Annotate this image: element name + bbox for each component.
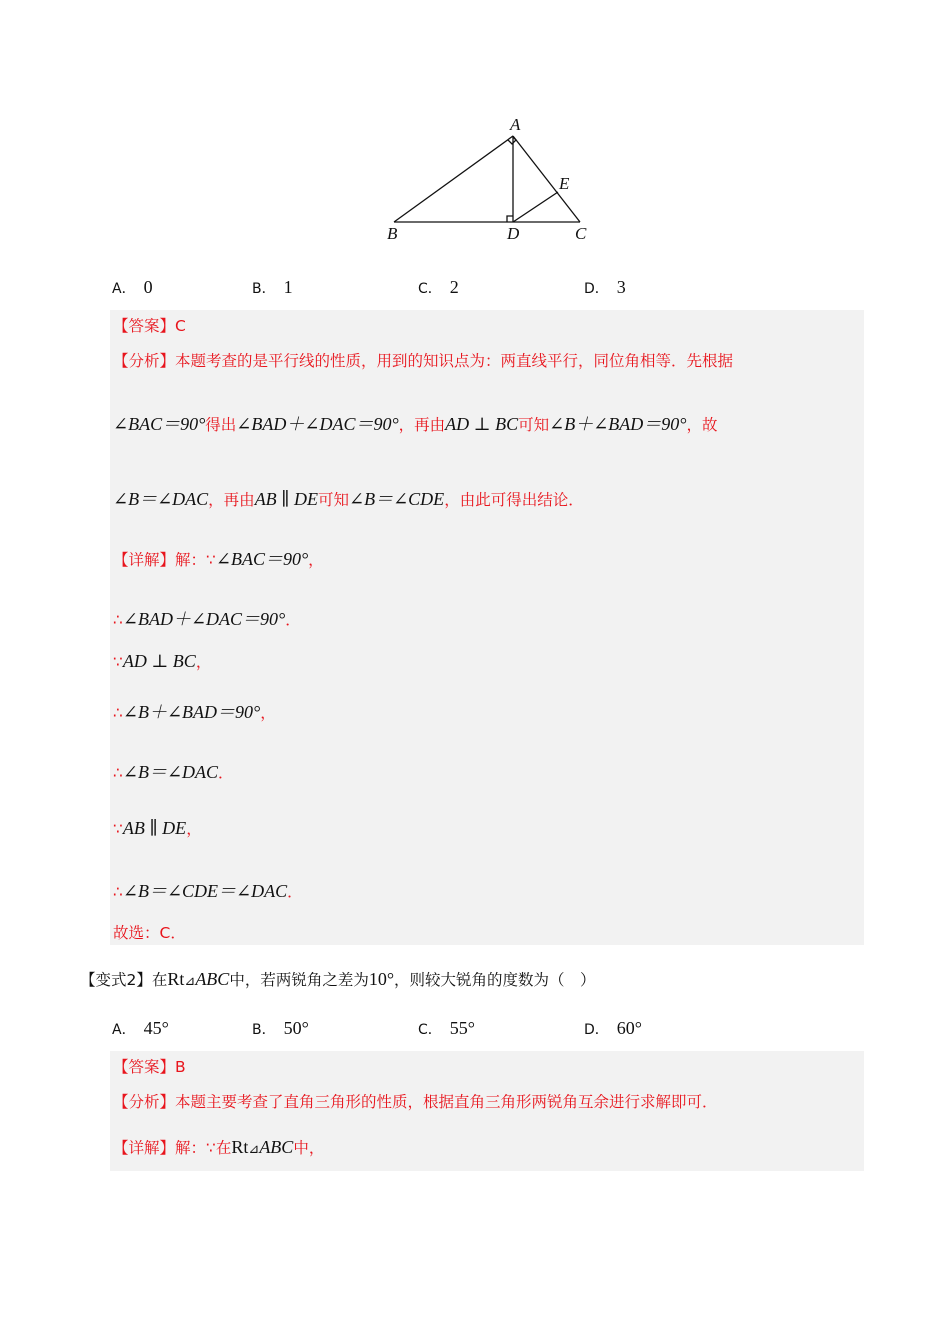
- q1-answer-line: 【答案】C: [113, 317, 186, 335]
- q2-answer-box: [110, 1051, 864, 1171]
- q1-analysis-line-1: 【分析】本题考查的是平行线的性质，用到的知识点为：两直线平行，同位角相等．先根据: [113, 352, 734, 370]
- q2-analysis-line: 【分析】本题主要考查了直角三角形的性质，根据直角三角形两锐角互余进行求解即可．: [113, 1093, 718, 1111]
- q2-option-b[interactable]: B． 50°: [252, 1018, 309, 1038]
- q1-option-d[interactable]: D． 3: [584, 277, 626, 297]
- q1-step-5: ∵AB ∥ DE，: [113, 818, 202, 838]
- q1-analysis-line-2: ∠BAC＝90°得出∠BAD＋∠DAC＝90°，再由AD ⊥ BC可知∠B＋∠BAD＝90°，故: [113, 414, 718, 434]
- q2-options: [112, 1018, 872, 1042]
- q2-detail-line: 【详解】解：∵在Rt⊿ABC中，: [113, 1137, 325, 1157]
- q2-option-d[interactable]: D． 60°: [584, 1018, 642, 1038]
- label-e: E: [559, 174, 570, 193]
- label-a: A: [510, 115, 521, 134]
- q1-detail-line: 【详解】解：∵∠BAC＝90°，: [113, 549, 324, 569]
- q2-option-a[interactable]: A． 45°: [112, 1018, 169, 1038]
- geometry-figure: [380, 112, 600, 247]
- label-b: B: [387, 224, 398, 243]
- q2-answer-line: 【答案】B: [113, 1058, 186, 1076]
- q1-option-b[interactable]: B． 1: [252, 277, 293, 297]
- label-c: C: [575, 224, 587, 243]
- segment-ab: [394, 136, 513, 222]
- triangle-diagram: [380, 112, 600, 247]
- q1-options: [112, 277, 872, 301]
- segment-de: [513, 192, 558, 222]
- right-angle-mark-d: [507, 216, 513, 222]
- q1-step-6: ∴∠B＝∠CDE＝∠DAC．: [113, 881, 303, 901]
- q2-question: 【变式2】在Rt⊿ABC中，若两锐角之差为10°，则较大锐角的度数为（ ）: [80, 969, 596, 989]
- q1-analysis-line-3: ∠B＝∠DAC，再由AB ∥ DE可知∠B＝∠CDE，由此可得出结论．: [113, 489, 584, 509]
- q1-answer-box: [110, 310, 864, 945]
- q1-conclusion: 故选：C．: [113, 924, 186, 942]
- q1-step-1: ∴∠BAD＋∠DAC＝90°．: [113, 609, 301, 629]
- q1-option-a[interactable]: A． 0: [112, 277, 153, 297]
- q1-option-c[interactable]: C． 2: [418, 277, 459, 297]
- q2-option-c[interactable]: C． 55°: [418, 1018, 475, 1038]
- q1-step-4: ∴∠B＝∠DAC．: [113, 762, 234, 782]
- label-d: D: [507, 224, 520, 243]
- q1-step-2: ∵AD ⊥ BC，: [113, 651, 212, 671]
- segment-ac: [513, 136, 580, 222]
- q1-step-3: ∴∠B＋∠BAD＝90°，: [113, 702, 276, 722]
